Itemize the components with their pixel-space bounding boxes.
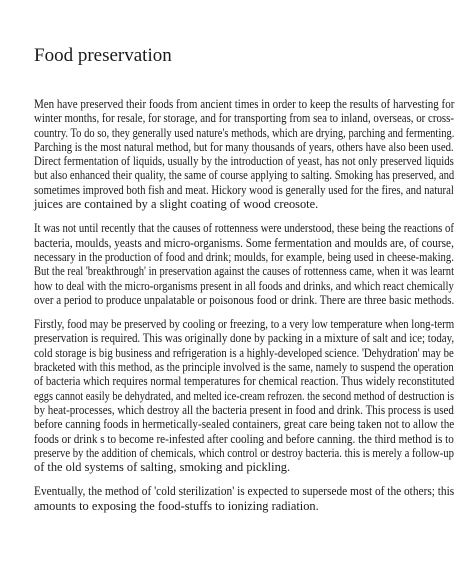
paragraph-line: sometimes improved both fish and meat. Hickory wood is generally used for the fires, and natural bbox=[34, 182, 454, 197]
paragraph-line: over a period to produce unpalatable or poisonous food or drink. There are three basic methods. bbox=[34, 292, 455, 307]
paragraph-line: winter months, for resale, for storage, and for transporting from sea to inland, overseas, or cross- bbox=[34, 111, 454, 126]
paragraph-line: country. To do so, they generally used nature's methods, which are drying, parching and fermenting. bbox=[34, 125, 455, 140]
paragraph-line: Men have preserved their foods from ancient times in order to keep the results of harvesting for bbox=[34, 97, 455, 111]
paragraph-line: Firstly, food may be preserved by cooling or freezing, to a very low temperature when long-term bbox=[34, 317, 455, 332]
paragraph-line: how to deal with the micro-organisms present in all foods and drinks, and which react chemically bbox=[34, 278, 454, 293]
paragraph-line: juices are contained by a slight coating of wood creosote. bbox=[34, 197, 319, 212]
paragraph-line: Direct fermentation of liquids, usually by the introduction of yeast, has not only preserved liquids bbox=[34, 154, 454, 169]
paragraph-line: preserve by the addition of chemicals, which control or destroy bacteria. this is merely a follow-up bbox=[34, 445, 454, 460]
paragraph-line: by heat-processes, which destroy all the bacteria present in food and drink. This process is used bbox=[34, 402, 454, 417]
paragraph-line: before canning foods in hermetically-sealed containers, great care being taken not to allow the bbox=[34, 417, 455, 432]
paragraph-2 bbox=[34, 221, 454, 307]
paragraph-line: but also enhanced their quality, the same of course applying to salting. Smoking has preserved, and bbox=[34, 168, 455, 183]
paragraph-line: It was not until recently that the causes of rottenness were understood, these being the reactions of bbox=[34, 221, 454, 236]
document-title: Food preservation bbox=[34, 45, 172, 66]
paragraph-line: Parching is the most natural method, but for many thousands of years, others have also been used. bbox=[34, 139, 454, 154]
paragraph-line: of the old systems of salting, smoking and pickling. bbox=[34, 460, 291, 475]
paragraph-line: preservation is required. This was originally done by packing in a mixture of salt and ice; today, bbox=[34, 331, 455, 346]
paragraph-line: bacteria, moulds, yeasts and micro-organisms. Some fermentation and moulds are, of course, bbox=[34, 235, 454, 250]
paragraph-line: of bacteria which requires normal temperatures for chemical reaction. Thus widely reconstituted bbox=[34, 374, 455, 389]
paragraph-line: cold storage is big business and refrigeration is a highly-developed science. 'Dehydration' may be bbox=[34, 345, 454, 360]
paragraph-line: necessary in the production of food and drink; moulds, for example, being used in cheese-making. bbox=[34, 249, 454, 264]
paragraph-4 bbox=[34, 484, 454, 513]
paragraph-line: Eventually, the method of 'cold sterilization' is expected to supersede most of the others; this bbox=[34, 484, 455, 499]
paragraph-line: eggs cannot easily be dehydrated, and melted ice-cream refrozen. the second method of destruction is bbox=[34, 388, 455, 403]
paragraph-1 bbox=[34, 97, 454, 211]
paragraph-line: But the real 'breakthrough' in preservation against the causes of rottenness came, when it was learnt bbox=[34, 264, 455, 279]
paragraph-line: foods or drink s to become re-infested after cooling and before canning. the third method is to bbox=[34, 431, 454, 446]
paragraph-line: amounts to exposing the food-stuffs to ionizing radiation. bbox=[34, 498, 319, 513]
paragraph-3 bbox=[34, 317, 454, 474]
paragraph-line: bracketed with this method, as the principle involved is the same, namely to suspend the operation bbox=[34, 360, 454, 375]
document-body bbox=[34, 97, 454, 523]
